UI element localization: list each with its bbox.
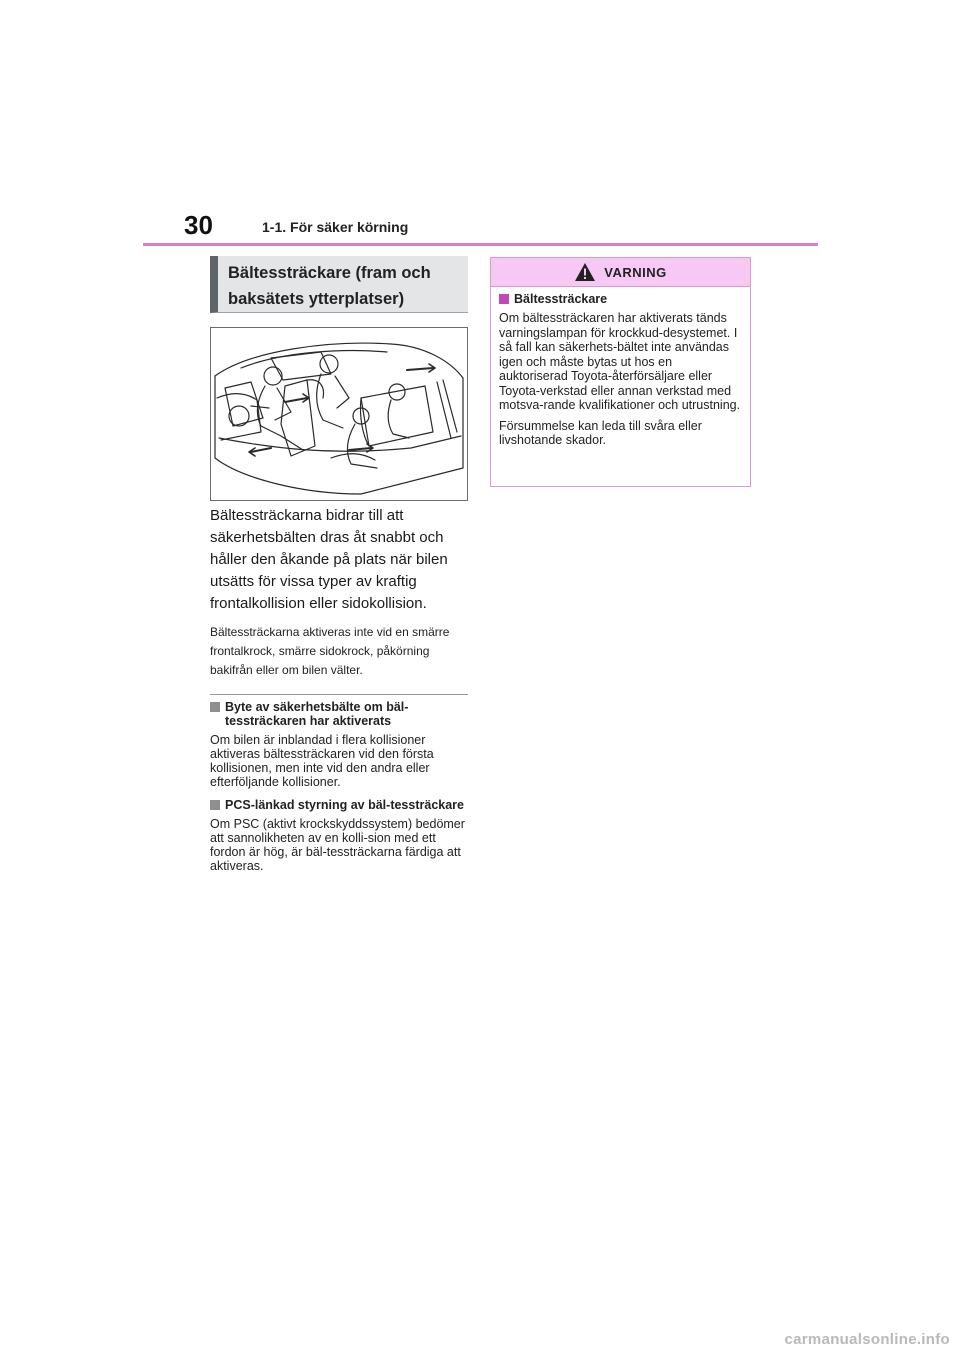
- warning-paragraph: Om bältessträckaren har aktiverats tänds varningslampan för krockkud-desystemet. I så fall kan säkerhets-bältet inte användas igen och måste bytas ut hos en auktoriserad Toyota-återförsäljare eller Toyota-verkstad eller annan verkstad med motsva-rande kvalifikationer och utrustning.: [499, 311, 741, 412]
- square-bullet-icon: [499, 294, 509, 304]
- warning-header: [491, 258, 750, 287]
- car-interior-illustration: [211, 328, 467, 500]
- section-heading: Bältessträckare (fram och baksätets ytterplatser): [210, 256, 468, 313]
- lead-paragraph: Bältessträckarna bidrar till att säkerhetsbälten dras åt snabbt och håller den åkande på plats när bilen utsätts för vissa typer av kraftig frontalkollision eller sidokollision.: [210, 507, 448, 612]
- divider: [210, 694, 468, 695]
- page-number: 30: [184, 210, 213, 240]
- square-bullet-icon: [210, 800, 220, 810]
- info-block: [210, 700, 468, 789]
- section-title: 1-1. För säker körning: [262, 219, 409, 235]
- info-body: Om PSC (aktivt krockskyddssystem) bedömer att sannolikheten av en kolli-sion med ett fordon är hög, är bäl-tessträckarna färdiga att aktiveras.: [210, 817, 465, 873]
- header-rule: [143, 243, 818, 246]
- info-block: [210, 798, 468, 873]
- watermark: carmanualsonline.info: [784, 1331, 950, 1348]
- left-column: [210, 256, 468, 873]
- warning-triangle-icon: [574, 262, 596, 282]
- note-paragraph: Bältessträckarna aktiveras inte vid en smärre frontalkrock, smärre sidokrock, påkörning bakifrån eller om bilen välter.: [210, 625, 450, 677]
- warning-heading-text: Bältessträckare: [514, 292, 608, 306]
- warning-content: [491, 287, 750, 448]
- warning-heading: [499, 292, 742, 306]
- warning-box: [490, 257, 751, 487]
- square-bullet-icon: [210, 702, 220, 712]
- info-heading: [210, 798, 468, 812]
- info-heading-text: Byte av säkerhetsbälte om bäl-tessträckaren har aktiverats: [225, 700, 409, 728]
- warning-title: VARNING: [604, 264, 667, 280]
- seatbelt-pretensioner-figure: [210, 327, 468, 501]
- info-body: Om bilen är inblandad i flera kollisioner aktiveras bältessträckaren vid den första kollisionen, men inte vid den andra eller efterföljande kollisioner.: [210, 733, 434, 789]
- info-heading-text: PCS-länkad styrning av bäl-tessträckare: [225, 798, 464, 812]
- warning-paragraph: Försummelse kan leda till svåra eller livshotande skador.: [499, 418, 702, 447]
- info-heading: [210, 700, 468, 728]
